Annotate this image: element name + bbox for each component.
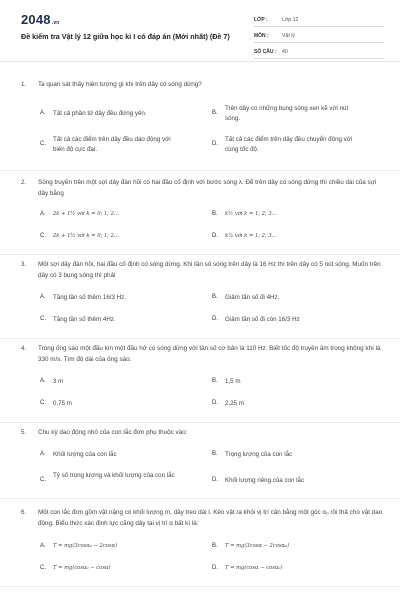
question-text: Một con lắc đơn gồm vật nặng có khối lượng m, dây treo dài l. Kéo vật ra khỏi vị trí cân bằng một góc α₀ rồi thả cho vật dao động. Biểu thức xác định lực căng dây tại vị trí α bất kì là: (38, 509, 383, 527)
question-divider (0, 338, 400, 339)
answer-option-b[interactable] (212, 377, 355, 387)
answer-letter: C. (40, 141, 46, 147)
logo-text: 2048 (21, 12, 51, 27)
answer-text: Giảm tần số đi còn 16/3 Hz (225, 316, 300, 323)
question-stem (21, 260, 381, 279)
answer-option-d[interactable] (212, 315, 355, 325)
answer-text: Trọng lượng của con lắc (225, 451, 293, 458)
meta-label: SỐ CÂU : (254, 49, 277, 55)
answer-letter: C. (40, 565, 46, 571)
answer-letter: A. (40, 451, 46, 457)
answer-text: Tất cả các điểm trên dây đều chuyển động với cùng tốc độ. (225, 136, 353, 153)
answer-letter: D. (212, 565, 218, 571)
answer-text: Trên dây có những bụng sóng xen kẽ với nút sóng. (225, 105, 349, 122)
answer-option-c[interactable] (40, 315, 183, 325)
answer-text: T = mg(3cosα − 2cosα₀) (225, 543, 290, 549)
question-text: Ta quan sát thấy hiện tượng gì khi trên dây có sóng dừng? (38, 81, 202, 88)
answer-option-a[interactable] (40, 377, 183, 387)
document-meta (254, 14, 384, 62)
question-number: 1. (21, 81, 27, 88)
answer-option-b[interactable] (212, 450, 355, 460)
answer-text: Khối lượng riêng của con lắc (225, 477, 305, 484)
answer-letter: C. (40, 477, 46, 483)
answer-option-a[interactable] (40, 109, 198, 119)
question-number: 5. (21, 429, 27, 436)
answer-text: Tất cả phần tử dây đều đứng yên. (53, 110, 147, 117)
answer-text: 2,25 m (225, 400, 244, 407)
answer-letter: D. (212, 477, 218, 483)
answer-letter: C. (40, 316, 46, 322)
answer-option-c[interactable] (40, 135, 183, 154)
answer-text: T = mg(cosα₀ − cosα) (53, 565, 111, 571)
answer-text: 0,75 m (53, 400, 72, 407)
question-stem (21, 344, 381, 363)
answer-option-a[interactable] (40, 542, 183, 552)
answer-letter: B. (212, 110, 218, 116)
answer-text: 2k + 1¼ với k = 0; 1; 2… (53, 233, 120, 239)
meta-label: LỚP : (254, 17, 268, 23)
answer-option-d[interactable] (212, 135, 355, 154)
answer-text: 1,5 m (225, 378, 241, 385)
meta-value: Lớp 12 (282, 17, 299, 23)
meta-value: 40 (282, 49, 288, 55)
question-divider (0, 170, 400, 171)
answer-text: Tăng tần số thêm 16/3 Hz. (53, 294, 126, 301)
answer-option-a[interactable] (40, 210, 183, 220)
answer-text: Khối lượng của con lắc (53, 451, 117, 458)
answer-letter: B. (212, 543, 218, 549)
answer-letter: D. (212, 316, 218, 322)
answer-option-b[interactable] (212, 293, 355, 303)
answer-option-b[interactable] (212, 104, 355, 123)
answer-letter: C. (40, 400, 46, 406)
question-number: 4. (21, 345, 27, 352)
answer-text: T = mg(3cosα₀ − 2cosα) (53, 543, 118, 549)
answer-letter: A. (40, 378, 46, 384)
meta-value: Vật lý (282, 33, 295, 39)
document-title: Đề kiểm tra Vật lý 12 giữa học kì I có đáp án (Mới nhất) (Đề 7) (21, 32, 230, 41)
logo-suffix: .vn (51, 20, 60, 26)
answer-text: k¼ với k = 1; 2; 3… (225, 233, 277, 239)
answer-letter: A. (40, 543, 46, 549)
answer-text: k½ với k = 1; 2; 3… (225, 211, 277, 217)
meta-row-class (254, 14, 384, 27)
question-text: Trong ống sáo một đầu kín một đầu hở có sóng dừng với tần số cơ bản là 110 Hz. Biết tốc độ truyền âm trong không khí là 330 m/s. Tìm độ dài của ống sáo. (38, 345, 381, 363)
answer-letter: B. (212, 294, 218, 300)
question-text: Một sợi dây đàn hồi, hai đầu cố định có sóng dừng. Khi tần số sóng trên dây là 16 Hz thì trên dây có 5 nút sóng. Muốn trên dây có 3 bụng sóng thì phải (38, 261, 381, 279)
answer-option-d[interactable] (212, 399, 355, 409)
question-text: Sóng truyền trên một sợi dây đàn hồi có hai đầu cố định với bước sóng λ. Để trên dây có sóng dừng thì chiều dài của sợi dây bằng (38, 179, 377, 197)
meta-row-count (254, 46, 384, 59)
question-stem (21, 428, 381, 439)
answer-text: 3 m (53, 378, 64, 385)
answer-text: Tăng tần số thêm 4Hz. (53, 316, 116, 323)
meta-label: MÔN : (254, 33, 269, 39)
answer-option-a[interactable] (40, 450, 183, 460)
answer-option-d[interactable] (212, 232, 355, 242)
answer-option-a[interactable] (40, 293, 183, 303)
question-divider (0, 586, 400, 587)
answer-letter: A. (40, 294, 46, 300)
answer-text: Tỷ số trọng lượng và khối lượng của con lắc (53, 472, 175, 479)
meta-row-subject (254, 30, 384, 43)
answer-option-b[interactable] (212, 210, 355, 220)
question-divider (0, 422, 400, 423)
answer-text: 2k + 1½ với k = 0; 1; 2… (53, 211, 120, 217)
question-stem (21, 508, 383, 527)
answer-text: T = mg(cosα − cosα₀) (225, 565, 283, 571)
question-number: 6. (21, 509, 27, 516)
question-number: 2. (21, 179, 27, 186)
question-stem (21, 80, 381, 91)
answer-option-c[interactable] (40, 399, 183, 409)
answer-letter: C. (40, 233, 46, 239)
answer-letter: B. (212, 378, 218, 384)
answer-letter: B. (212, 451, 218, 457)
answer-text: Giảm tần số đi 4Hz. (225, 294, 280, 301)
question-text: Chu kỳ dao động nhỏ của con lắc đơn phụ thuộc vào: (38, 429, 188, 436)
answer-option-c[interactable] (40, 564, 183, 574)
answer-letter: D. (212, 233, 218, 239)
answer-letter: B. (212, 211, 218, 217)
question-divider (0, 254, 400, 255)
answer-option-d[interactable] (212, 564, 355, 574)
answer-letter: A. (40, 211, 46, 217)
answer-option-b[interactable] (212, 542, 355, 552)
answer-letter: D. (212, 141, 218, 147)
answer-letter: A. (40, 110, 46, 116)
site-logo[interactable] (21, 12, 60, 27)
answer-option-c[interactable] (40, 232, 183, 242)
page-header (0, 0, 400, 62)
question-stem (21, 178, 381, 197)
question-divider (0, 498, 400, 499)
answer-letter: D. (212, 400, 218, 406)
answer-text: Tất cả các điểm trên dây đều dao động với biên độ cực đại. (53, 136, 171, 153)
question-number: 3. (21, 261, 27, 268)
answer-option-d[interactable] (212, 476, 355, 486)
answer-option-c[interactable] (40, 471, 183, 486)
